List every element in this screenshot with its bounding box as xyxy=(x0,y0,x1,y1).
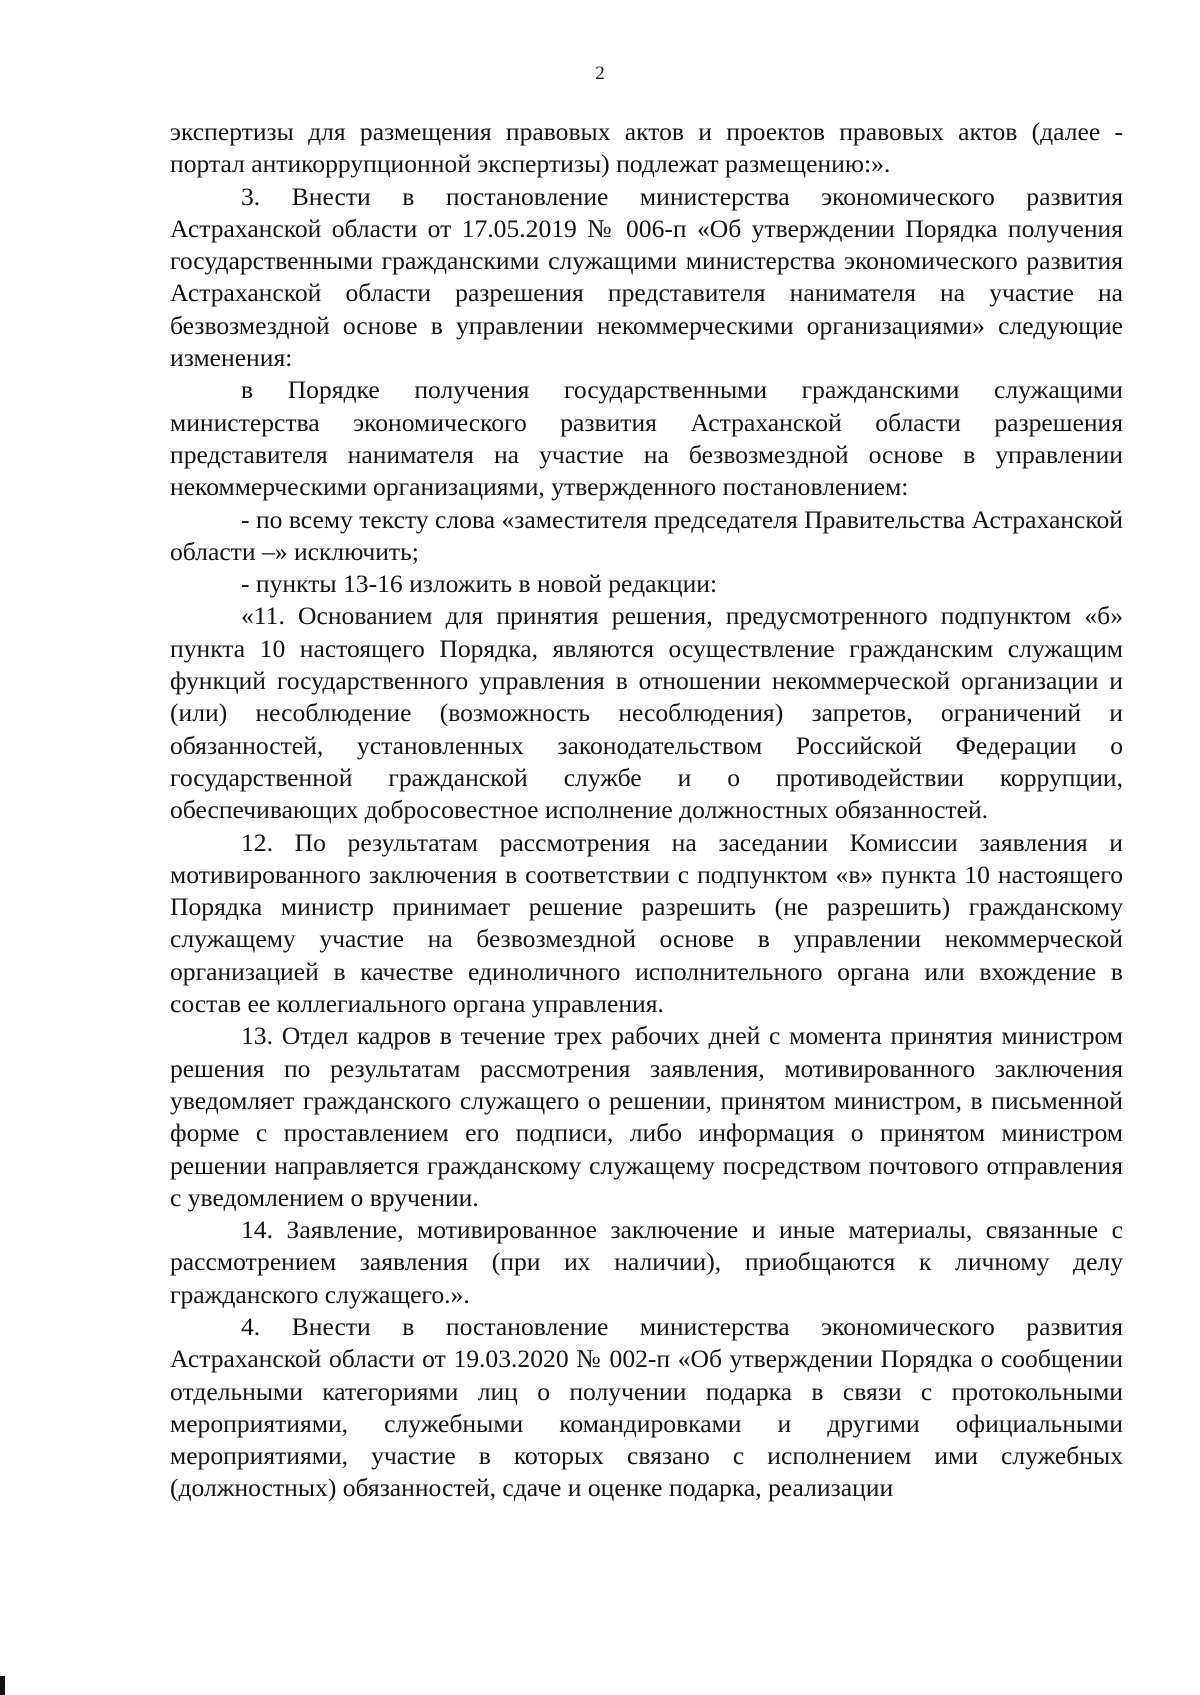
paragraph-item-3: 3. Внести в постановление министерства экономического развития Астраханской области от 17.05.2019 № 006-п «Об утверждении Порядка получения государственными гражданскими служащими министерства экономического развития Астраханской области разрешения представителя нанимателя на участие на безвозмездной основе в управлении некоммерческими организациями» следующие изменения: xyxy=(170,181,1123,373)
paragraph-clause-13: 13. Отдел кадров в течение трех рабочих дней с момента принятия министром решения по результатам рассмотрения заявления, мотивированного заключения уведомляет гражданского служащего о решении, принятом министром, в письменной форме с проставлением его подписи, либо информация о принятом министром решении направляется гражданскому служащему посредством почтового отправления с уведомлением о вручении. xyxy=(170,1021,1123,1212)
paragraph-amendment-new-wording: - пункты 13-16 изложить в новой редакции: xyxy=(241,569,718,599)
paragraph-continuation: экспертизы для размещения правовых актов и проектов правовых актов (далее - портал антикоррупционной экспертизы) подлежат размещению:». xyxy=(170,117,1123,179)
scan-edge-mark xyxy=(0,1676,5,1695)
paragraph-clause-11: «11. Основанием для принятия решения, предусмотренного подпунктом «б» пункта 10 настоящего Порядка, являются осуществление гражданским служащим функций государственного управления в отношении некоммерческой организации и (или) несоблюдение (возможность несоблюдения) запретов, ограничений и обязанностей, установленных законодательством Российской Федерации о государственной гражданской службе и о противодействии коррупции, обеспечивающих добросовестное исполнение должностных обязанностей. xyxy=(170,601,1123,825)
paragraph-item-4: 4. Внести в постановление министерства экономического развития Астраханской области от 19.03.2020 № 002-п «Об утверждении Порядка о сообщении отдельными категориями лиц о получении подарка в связи с протокольными мероприятиями, служебными командировками и другими официальными мероприятиями, участие в которых связано с исполнением ими служебных (должностных) обязанностей, сдаче и оценке подарка, реализации xyxy=(170,1311,1123,1503)
paragraph-amendment-text-replacement: - по всему тексту слова «заместителя председателя Правительства Астраханской области –» исключить; xyxy=(170,504,1123,566)
page-number: 2 xyxy=(595,63,605,84)
paragraph-clause-12: 12. По результатам рассмотрения на заседании Комиссии заявления и мотивированного заключения в соответствии с подпунктом «в» пункта 10 настоящего Порядка министр принимает решение разрешить (не разрешить) гражданскому служащему участие на безвозмездной основе в управлении некоммерческой организацией в качестве единоличного исполнительного органа или вхождение в состав ее коллегиального органа управления. xyxy=(170,827,1123,1019)
paragraph-procedure-intro: в Порядке получения государственными гражданскими служащими министерства экономического развития Астраханской области разрешения представителя нанимателя на участие на безвозмездной основе в управлении некоммерческими организациями, утвержденного постановлением: xyxy=(170,375,1123,502)
paragraph-clause-14: 14. Заявление, мотивированное заключение и иные материалы, связанные с рассмотрением заявления (при их наличии), приобщаются к личному делу гражданского служащего.». xyxy=(170,1215,1123,1309)
document-body xyxy=(170,116,1123,1505)
